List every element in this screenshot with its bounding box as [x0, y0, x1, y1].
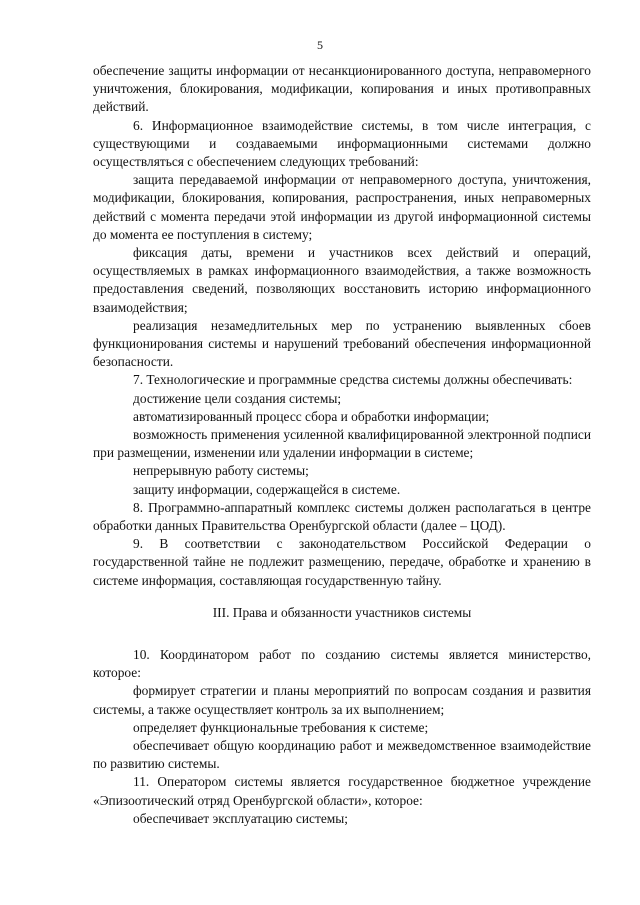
paragraph: непрерывную работу системы; [133, 463, 309, 479]
paragraph: возможность применения усиленной квалифицированной электронной подписи при размещении, изменении или удалении информации в системе; [93, 427, 591, 461]
paragraph: 11. Оператором системы является государственное бюджетное учреждение «Эпизоотический отряд Оренбургской области», которое: [93, 774, 591, 808]
paragraph: 8. Программно-аппаратный комплекс системы должен располагаться в центре обработки данных Правительства Оренбургской области (далее – ЦОД). [93, 499, 591, 534]
paragraph: 9. В соответствии с законодательством Российской Федерации о государственной тайне не подлежит размещению, передаче, обработке и хранению в системе информация, составляющая государственную тайну. [93, 536, 591, 588]
paragraph: фиксация даты, времени и участников всех действий и операций, осуществляемых в рамках информационного взаимодействия, а также возможность предоставления сведений, позволяющих восстановить историю информационного взаимодействия; [93, 245, 591, 315]
paragraph: 10. Координатором работ по созданию системы является министерство, которое: [93, 646, 591, 681]
paragraph: формирует стратегии и планы мероприятий по вопросам создания и развития системы, а также осуществляет контроль за их выполнением; [93, 683, 591, 717]
paragraph: достижение цели создания системы; [133, 390, 342, 406]
paragraph: определяет функциональные требования к системе; [133, 719, 429, 735]
paragraph: 7. Технологические и программные средства системы должны обеспечивать: [133, 372, 573, 388]
page-number: 5 [317, 38, 323, 52]
paragraph: защиту информации, содержащейся в системе. [133, 481, 401, 497]
paragraph: реализация незамедлительных мер по устранению выявленных сбоев функционирования системы и нарушений требований обеспечения информационной безопасности. [93, 317, 591, 370]
paragraph: обеспечение защиты информации от несанкционированного доступа, неправомерного уничтожения, блокирования, модификации, копирования и иных противоправных действий. [93, 63, 591, 115]
document-body [93, 62, 591, 828]
paragraph: обеспечивает общую координацию работ и межведомственное взаимодействие по развитию системы. [93, 737, 591, 772]
paragraph: защита передаваемой информации от неправомерного доступа, уничтожения, модификации, блокирования, копирования, распространения, иных неправомерных действий с момента передачи этой информации из другой информационной системы до момента ее поступления в систему; [93, 172, 591, 242]
paragraph: 6. Информационное взаимодействие системы, в том числе интеграция, с существующими и создаваемыми информационными системами должно осуществляться с обеспечением следующих требований: [93, 117, 591, 170]
paragraph: обеспечивает эксплуатацию системы; [133, 810, 348, 826]
paragraph: автоматизированный процесс сбора и обработки информации; [133, 408, 490, 424]
section-heading: III. Права и обязанности участников системы [212, 604, 472, 620]
